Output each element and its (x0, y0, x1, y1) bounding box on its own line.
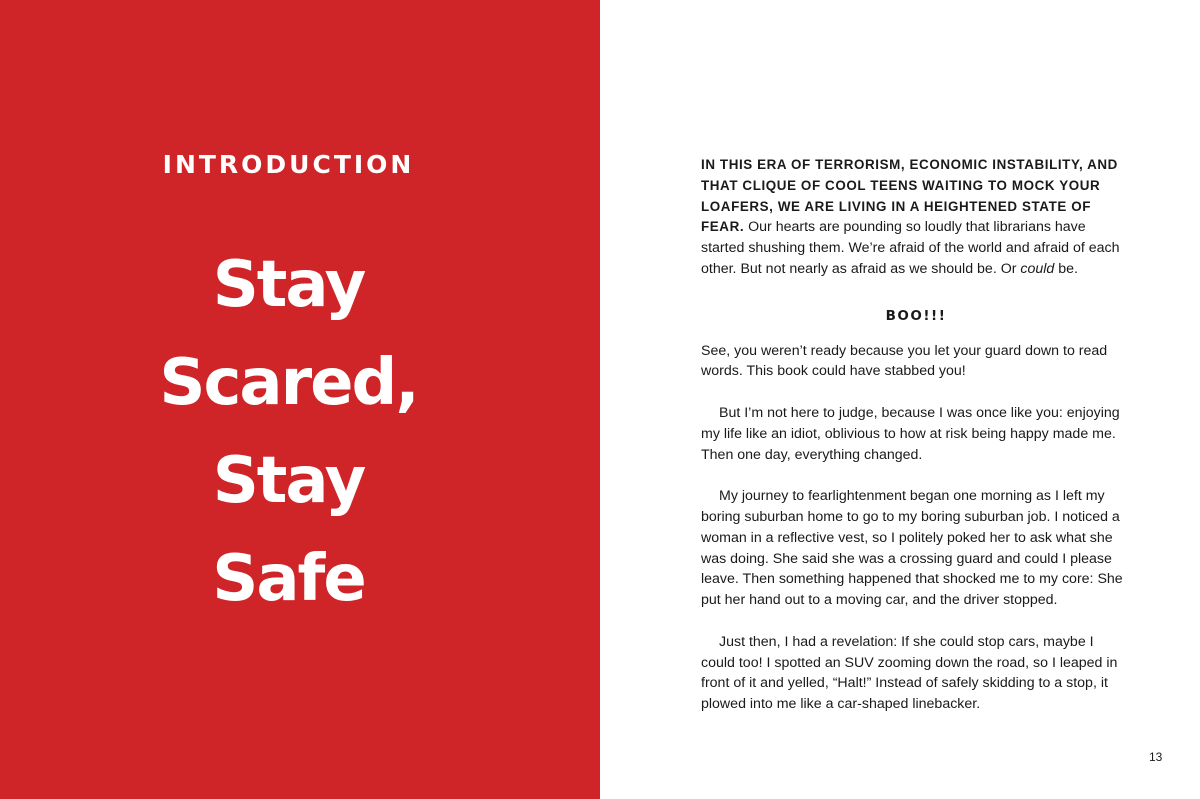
page-number: 13 (1149, 750, 1163, 764)
boo-heading: BOO!!! (885, 307, 947, 324)
lead-text: Our hearts are pounding so loudly that librarians have started shushing them. We’re afraid of the world and afraid of each other. But not nearly as afraid as we should be. Or (701, 219, 1120, 277)
lead-caps-text: IN THIS ERA OF TERRORISM, ECONOMIC INSTABILITY, AND THAT CLIQUE OF COOL TEENS WAITING TO MOCK YOUR LOAFERS, WE ARE LIVING IN A HEIGHTENED STATE OF FEAR. (701, 157, 1118, 235)
section-label: INTRODUCTION (162, 150, 415, 179)
chapter-title-line: Scared, (159, 346, 418, 420)
body-text (701, 155, 1131, 715)
body-paragraph: But I’m not here to judge, because I was once like you: enjoying my life like an idiot, oblivious to how at risk being happy made me. Then one day, everything changed. (701, 404, 1120, 463)
text-page (600, 0, 1200, 799)
chapter-title-line: Safe (212, 542, 365, 616)
chapter-title-line: Stay (212, 444, 365, 518)
body-paragraph: See, you weren’t ready because you let your guard down to read words. This book could have stabbed you! (701, 342, 1108, 380)
lead-italic-word: could (1020, 260, 1055, 277)
lead-text-end: be. (1054, 260, 1078, 277)
lead-paragraph (701, 155, 1131, 280)
body-paragraph: My journey to fearlightenment began one morning as I left my boring suburban home to go to my boring suburban job. I noticed a woman in a reflective vest, so I politely poked her to ask what she was doing. She said she was a crossing guard and could I please leave. Then something happened that shocked me to my core: She put her hand out to a moving car, and the driver stopped. (701, 488, 1123, 609)
chapter-title-line: Stay (212, 248, 365, 322)
chapter-title (0, 236, 577, 628)
body-paragraph: Just then, I had a revelation: If she could stop cars, maybe I could too! I spotted an SUV zooming down the road, so I leaped in front of it and yelled, “Halt!” Instead of safely skidding to a stop, it plowed into me like a car-shaped linebacker. (701, 633, 1118, 713)
